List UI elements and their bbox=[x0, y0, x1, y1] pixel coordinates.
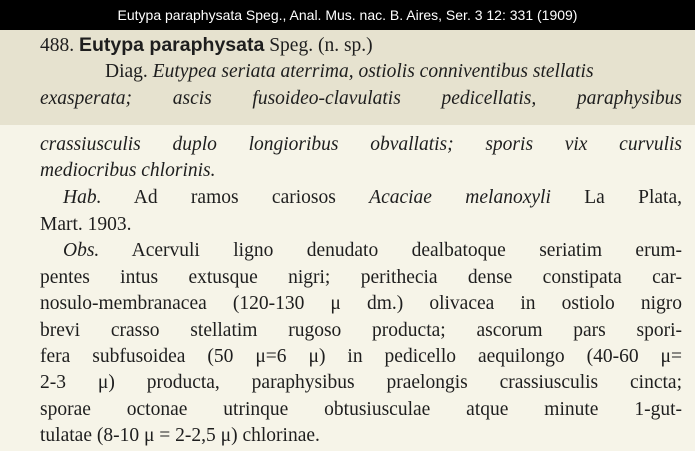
obs-line-6: 2-3 μ) producta, paraphysibus praelongis crassiusculis cincta; bbox=[40, 372, 682, 393]
diag-label: Diag. bbox=[105, 61, 148, 82]
obs-line-4: brevi crasso stellatim rugoso producta; ascorum pars spori- bbox=[40, 320, 682, 341]
author-note: Speg. (n. sp.) bbox=[269, 35, 373, 56]
obs-text-1: Acervuli ligno denudato dealbatoque seriatim erum- bbox=[131, 240, 682, 261]
hab-label: Hab. bbox=[63, 187, 102, 208]
caption-title: Eutypa paraphysata Speg., Anal. Mus. nac. B. Aires, Ser. 3 12: 331 (1909) bbox=[117, 7, 578, 23]
diag-line-2: exasperata; ascis fusoideo-clavulatis pedicellatis, paraphysibus bbox=[40, 88, 682, 109]
obs-line-5: fera subfusoidea (50 μ=6 μ) in pedicello aequilongo (40-60 μ= bbox=[40, 346, 682, 367]
hab-line-2: Mart. 1903. bbox=[40, 214, 132, 235]
hab-text-b: La Plata, bbox=[584, 187, 682, 208]
obs-line-8: tulatae (8-10 μ = 2-2,5 μ) chlorinae. bbox=[40, 425, 320, 446]
entry-heading bbox=[40, 34, 373, 57]
obs-label: Obs. bbox=[63, 240, 100, 261]
diag-line-3: crassiusculis duplo longioribus obvallatis; sporis vix curvulis bbox=[40, 134, 682, 155]
hab-line-1 bbox=[63, 187, 682, 209]
hab-species: Acaciae melanoxyli bbox=[369, 187, 551, 208]
species-name: Eutypa paraphysata bbox=[79, 34, 265, 56]
diag-text-1: Eutypea seriata aterrima, ostiolis conniventibus stellatis bbox=[152, 61, 594, 82]
obs-line-2: pentes intus extusque nigri; perithecia dense constipata car- bbox=[40, 267, 682, 288]
obs-line-3: nosulo-membranacea (120-130 μ dm.) olivacea in ostiolo nigro bbox=[40, 293, 682, 314]
diag-line-4: mediocribus chlorinis. bbox=[40, 160, 216, 181]
entry-number: 488. bbox=[40, 35, 75, 56]
obs-line-1 bbox=[63, 240, 682, 262]
obs-line-7: sporae octonae utrinque obtusiusculae atque minute 1-gut- bbox=[40, 399, 682, 420]
diag-line-1 bbox=[105, 61, 594, 83]
hab-text-a: Ad ramos cariosos bbox=[133, 187, 336, 208]
